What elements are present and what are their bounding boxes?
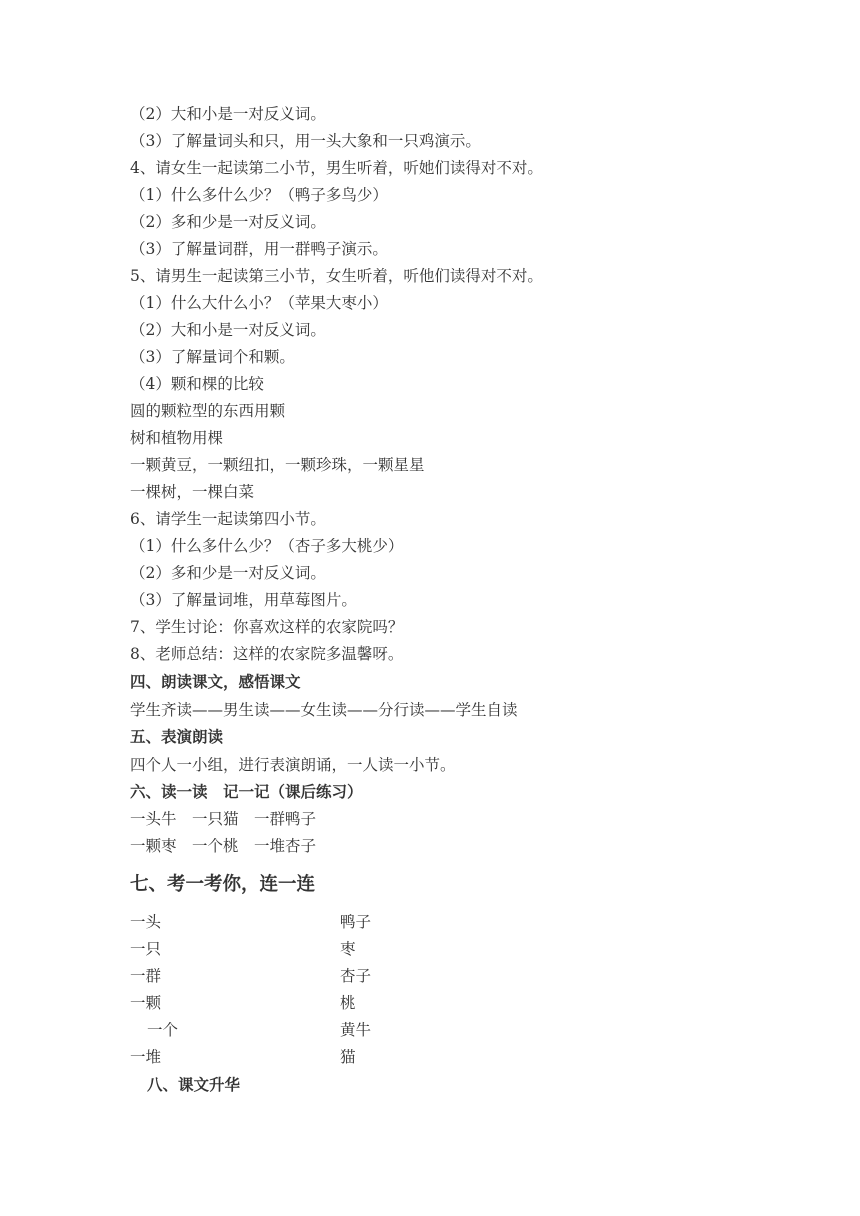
text-line: 树和植物用棵 <box>130 429 224 447</box>
text-line: 圆的颗粒型的东西用颗 <box>130 402 286 420</box>
text-line: 5、请男生一起读第三小节，女生听着，听他们读得对不对。 <box>130 267 543 285</box>
text-line: （3）了解量词群，用一群鸭子演示。 <box>130 240 388 258</box>
text-line: （1）什么大什么小？（苹果大枣小） <box>130 294 388 312</box>
text-line: （3）了解量词个和颗。 <box>130 348 295 366</box>
match-right-item: 黄牛 <box>340 1021 372 1039</box>
match-right-item: 枣 <box>340 940 356 958</box>
match-left-item: 一头 <box>130 913 162 931</box>
section-heading-4: 四、朗读课文，感悟课文 <box>130 673 301 691</box>
text-line: （3）了解量词头和只，用一头大象和一只鸡演示。 <box>130 132 481 150</box>
text-line: （2）多和少是一对反义词。 <box>130 564 326 582</box>
text-line: （1）什么多什么少？（鸭子多鸟少） <box>130 186 388 204</box>
match-left-item: 一堆 <box>130 1048 162 1066</box>
match-left-item: 一个 <box>147 1021 179 1039</box>
exercise-row: 一颗枣 一个桃 一堆杏子 <box>130 837 317 855</box>
text-line: （1）什么多什么少？（杏子多大桃少） <box>130 537 404 555</box>
text-line: （4）颗和棵的比较 <box>130 375 264 393</box>
match-left-item: 一群 <box>130 967 162 985</box>
section-text-4: 学生齐读——男生读——女生读——分行读——学生自读 <box>130 701 518 719</box>
text-line: 8、老师总结：这样的农家院多温馨呀。 <box>130 645 404 663</box>
section-heading-7: 七、考一考你，连一连 <box>130 874 316 895</box>
text-line: 4、请女生一起读第二小节，男生听着，听她们读得对不对。 <box>130 159 543 177</box>
text-line: 一棵树，一棵白菜 <box>130 483 255 501</box>
text-line: （2）大和小是一对反义词。 <box>130 105 326 123</box>
match-left-item: 一只 <box>130 940 162 958</box>
text-line: （2）大和小是一对反义词。 <box>130 321 326 339</box>
text-line: 一颗黄豆，一颗纽扣，一颗珍珠，一颗星星 <box>130 456 425 474</box>
section-text-5: 四个人一小组，进行表演朗诵，一人读一小节。 <box>130 756 456 774</box>
exercise-row: 一头牛 一只猫 一群鸭子 <box>130 810 317 828</box>
match-right-item: 鸭子 <box>340 913 372 931</box>
section-heading-5: 五、表演朗读 <box>130 728 224 746</box>
text-line: 6、请学生一起读第四小节。 <box>130 510 326 528</box>
text-line: （3）了解量词堆，用草莓图片。 <box>130 591 357 609</box>
text-line: （2）多和少是一对反义词。 <box>130 213 326 231</box>
section-heading-8: 八、课文升华 <box>147 1076 241 1094</box>
match-right-item: 桃 <box>340 994 356 1012</box>
match-left-item: 一颗 <box>130 994 162 1012</box>
match-right-item: 猫 <box>340 1048 356 1066</box>
match-right-item: 杏子 <box>340 967 372 985</box>
section-heading-6: 六、读一读 记一记（课后练习） <box>130 783 363 801</box>
text-line: 7、学生讨论：你喜欢这样的农家院吗？ <box>130 618 404 636</box>
